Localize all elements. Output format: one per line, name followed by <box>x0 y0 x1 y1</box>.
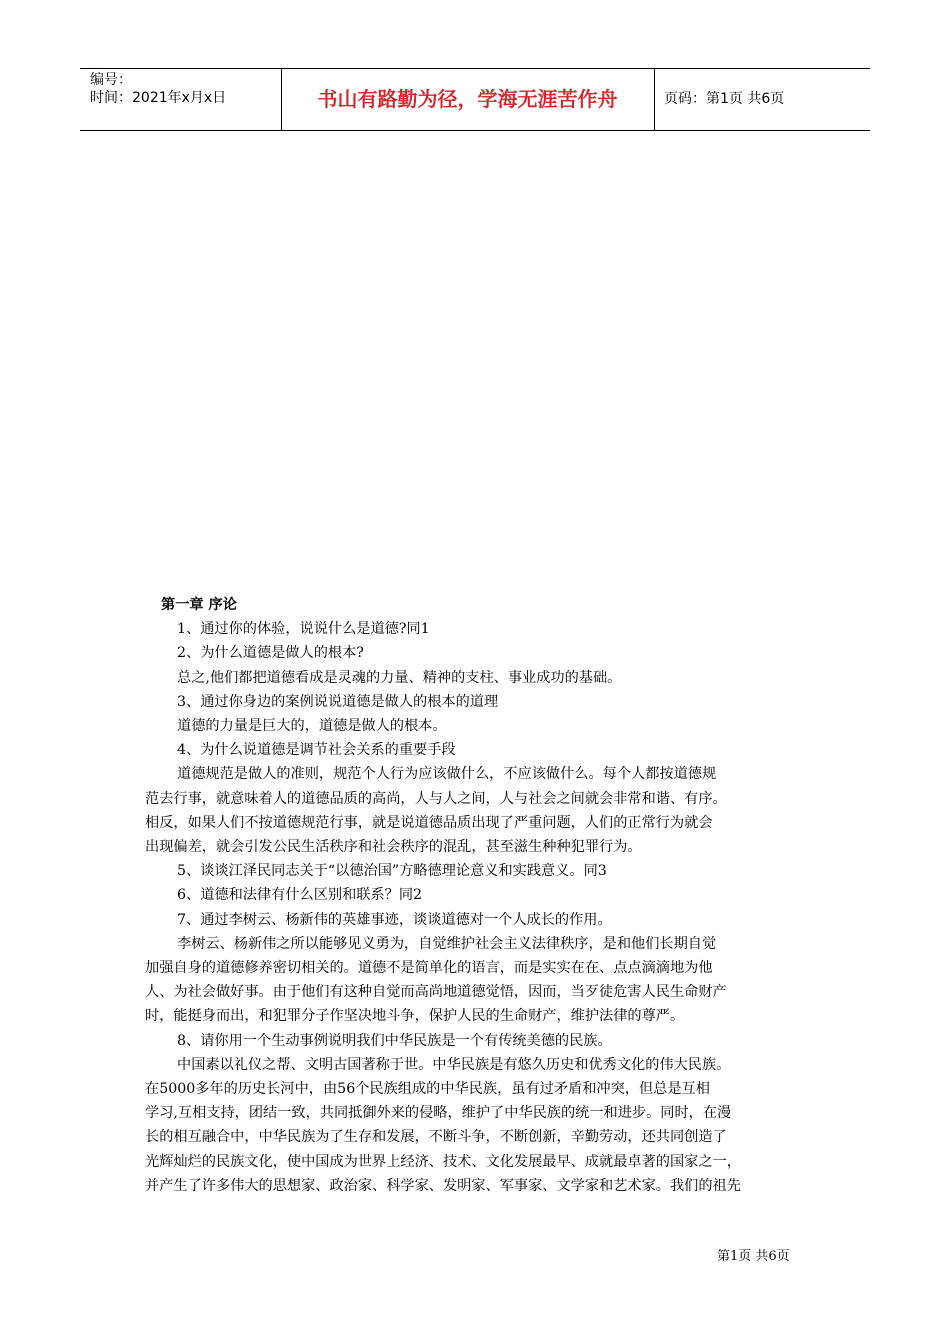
paragraph-line: 时，能挺身而出，和犯罪分子作坚决地斗争，保护人民的生命财产，维护法律的尊严。 <box>145 1008 685 1025</box>
paragraph-line: 出现偏差，就会引发公民生活秩序和社会秩序的混乱，甚至滋生种种犯罪行为。 <box>145 839 642 856</box>
header-page-cell <box>655 69 870 130</box>
answer-line: 道德的力量是巨大的，道德是做人的根本。 <box>177 718 447 735</box>
paragraph-line: 在5000多年的历史长河中，由56个民族组成的中华民族，虽有过矛盾和冲突，但总是互相 <box>145 1081 710 1098</box>
paragraph-line: 学习,互相支持，团结一致，共同抵御外来的侵略，维护了中华民族的统一和进步。同时，在漫 <box>145 1105 732 1122</box>
paragraph-line: 李树云、杨新伟之所以能够见义勇为，自觉维护社会主义法律秩序，是和他们长期自觉 <box>177 935 717 952</box>
header-motto: 书山有路勤为径，学海无涯苦作舟 <box>317 87 618 111</box>
paragraph-line: 道德规范是做人的准则，规范个人行为应该做什么，不应该做什么。每个人都按道德规 <box>177 766 717 783</box>
paragraph-line: 相反，如果人们不按道德规范行事，就是说道德品质出现了严重问题，人们的正常行为就会 <box>145 814 713 831</box>
paragraph-line: 中国素以礼仪之帮、文明古国著称于世。中华民族是有悠久历史和优秀文化的伟大民族。 <box>177 1056 731 1073</box>
question-line: 7、通过李树云、杨新伟的英雄事迹，谈谈道德对一个人成长的作用。 <box>177 911 612 928</box>
question-line: 3、通过你身边的案例说说道德是做人的根本的道理 <box>177 693 499 710</box>
page-footer: 第1页 共6页 <box>717 1249 790 1264</box>
paragraph-line: 光辉灿烂的民族文化，使中国成为世界上经济、技术、文化发展最早、成就最卓著的国家之一， <box>145 1153 741 1170</box>
header-page-info: 页码：第1页 共6页 <box>664 91 785 107</box>
question-line: 5、谈谈江泽民同志关于“以德治国”方略德理论意义和实践意义。同3 <box>177 863 607 880</box>
paragraph-line: 人、为社会做好事。由于他们有这种自觉而高尚地道德觉悟，因而，当歹徒危害人民生命财产 <box>145 984 727 1001</box>
header-meta-cell <box>80 69 282 130</box>
question-line: 4、为什么说道德是调节社会关系的重要手段 <box>177 742 456 759</box>
document-body <box>145 593 825 1198</box>
question-line: 2、为什么道德是做人的根本? <box>177 645 364 662</box>
header-motto-cell <box>281 69 655 130</box>
paragraph-line: 加强自身的道德修养密切相关的。道德不是简单化的语言，而是实实在在、点点滴滴地为他 <box>145 960 713 977</box>
document-time-label: 时间：2021年x月x日 <box>90 90 227 106</box>
document-number-label: 编号： <box>90 72 132 88</box>
chapter-title: 第一章 序论 <box>161 597 237 613</box>
answer-line: 总之,他们都把道德看成是灵魂的力量、精神的支柱、事业成功的基础。 <box>177 669 622 686</box>
document-header <box>80 68 870 131</box>
question-line: 6、道德和法律有什么区别和联系？同2 <box>177 887 423 904</box>
paragraph-line: 长的相互融合中，中华民族为了生存和发展，不断斗争，不断创新，辛勤劳动，还共同创造了 <box>145 1129 727 1146</box>
paragraph-line: 并产生了许多伟大的思想家、政治家、科学家、发明家、军事家、文学家和艺术家。我们的祖先 <box>145 1177 741 1194</box>
question-line: 1、通过你的体验，说说什么是道德?同1 <box>177 621 430 638</box>
paragraph-line: 范去行事，就意味着人的道德品质的高尚，人与人之间，人与社会之间就会非常和谐、有序。 <box>145 790 727 807</box>
question-line: 8、请你用一个生动事例说明我们中华民族是一个有传统美德的民族。 <box>177 1032 612 1049</box>
